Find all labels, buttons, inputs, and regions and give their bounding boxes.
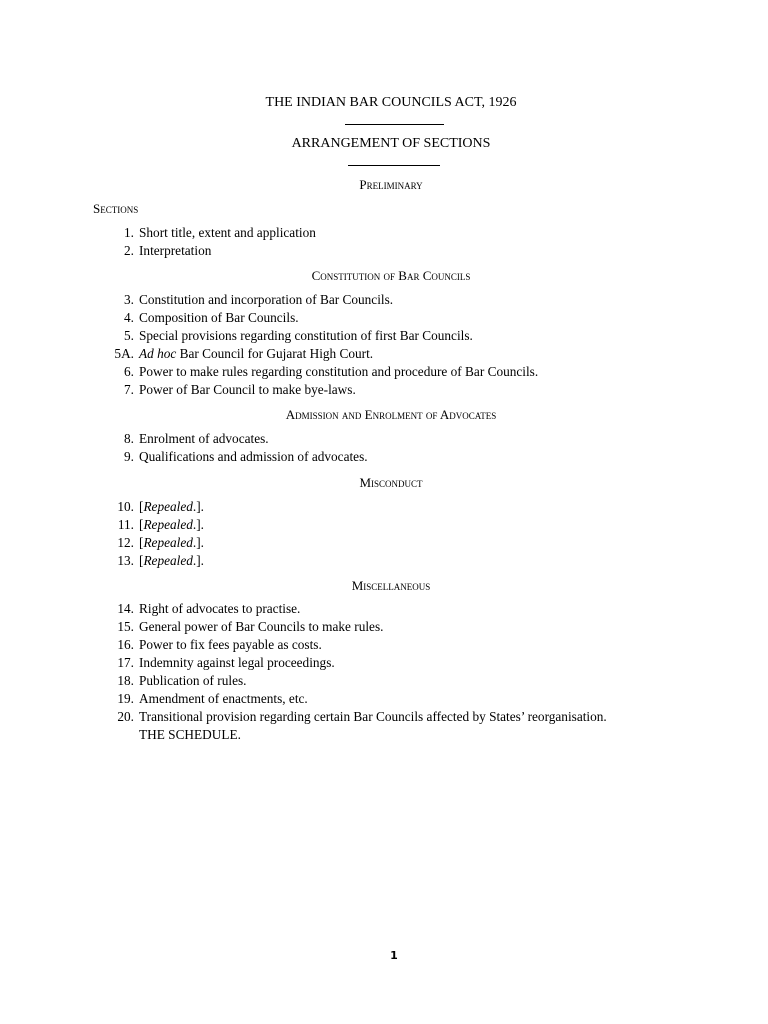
section-row (0, 708, 700, 726)
section-title: Right of advocates to practise. (139, 601, 301, 616)
section-title-rest: Bar Council for Gujarat High Court. (176, 346, 374, 361)
section-number: 6. (124, 364, 134, 379)
section-title: Power to make rules regarding constitution and procedure of Bar Councils. (139, 364, 539, 379)
bracket-close: .]. (192, 517, 204, 532)
section-number: 9. (124, 449, 134, 464)
section-row (0, 430, 700, 448)
bracket-open: [ (139, 499, 144, 514)
section-row (0, 600, 700, 618)
section-title (139, 552, 204, 570)
heading-misconduct: Misconduct (359, 475, 423, 490)
section-number: 5A. (114, 346, 134, 361)
section-title (139, 516, 204, 534)
section-number: 16. (117, 637, 134, 652)
section-title: Power of Bar Council to make bye-laws. (139, 382, 356, 397)
sections-label: Sections (93, 201, 139, 216)
section-title: Qualifications and admission of advocates. (139, 449, 368, 464)
page-number: 1 (390, 949, 398, 962)
heading-constitution: Constitution of Bar Councils (311, 268, 471, 283)
bracket-close: .]. (192, 535, 204, 550)
section-row (0, 224, 700, 242)
repealed-label: Repealed (143, 553, 193, 568)
section-number: 17. (117, 655, 134, 670)
act-title: THE INDIAN BAR COUNCILS ACT, 1926 (265, 95, 517, 110)
section-title: Indemnity against legal proceedings. (139, 655, 335, 670)
section-number: 7. (124, 382, 134, 397)
section-number: 8. (124, 431, 134, 446)
section-row (0, 672, 700, 690)
section-number: 11. (117, 517, 134, 532)
section-row (0, 618, 700, 636)
section-number: 4. (124, 310, 134, 325)
section-title: Publication of rules. (139, 673, 247, 688)
heading-admission: Admission and Enrolment of Advocates (285, 407, 497, 422)
repealed-label: Repealed (143, 517, 193, 532)
arrangement-heading: ARRANGEMENT OF SECTIONS (291, 136, 491, 151)
section-row (0, 534, 700, 552)
section-title: Enrolment of advocates. (139, 431, 269, 446)
section-title: Power to fix fees payable as costs. (139, 637, 322, 652)
section-title: Special provisions regarding constitution of first Bar Councils. (139, 328, 473, 343)
section-row (0, 636, 700, 654)
section-number: 5. (124, 328, 134, 343)
section-row (0, 690, 700, 708)
section-title: Composition of Bar Councils. (139, 310, 299, 325)
section-title (139, 345, 373, 363)
section-title: Short title, extent and application (139, 225, 316, 240)
section-title: Constitution and incorporation of Bar Councils. (139, 292, 394, 307)
repealed-label: Repealed (143, 535, 193, 550)
section-row (0, 309, 700, 327)
heading-preliminary: Preliminary (359, 177, 423, 192)
section-number: 10. (117, 499, 134, 514)
section-row (0, 291, 700, 309)
section-title: Interpretation (139, 243, 212, 258)
section-row (0, 498, 700, 516)
section-number: 1. (124, 225, 134, 240)
section-row (0, 448, 700, 466)
section-row (0, 381, 700, 399)
section-title-italic: Ad hoc (139, 346, 177, 361)
section-title: Transitional provision regarding certain Bar Councils affected by States’ reorganisation. (139, 709, 607, 724)
section-row (0, 345, 700, 363)
section-number: 20. (117, 709, 134, 724)
section-row (0, 242, 700, 260)
bracket-close: .]. (192, 499, 204, 514)
section-number: 14. (117, 601, 134, 616)
section-title: General power of Bar Councils to make rules. (139, 619, 384, 634)
section-number: 19. (117, 691, 134, 706)
section-number: 15. (117, 619, 134, 634)
section-number: 3. (124, 292, 134, 307)
section-title (139, 498, 204, 516)
section-title: Amendment of enactments, etc. (139, 691, 308, 706)
bracket-close: .]. (192, 553, 204, 568)
repealed-label: Repealed (143, 499, 193, 514)
section-row (0, 654, 700, 672)
section-number: 18. (117, 673, 134, 688)
section-row (0, 327, 700, 345)
section-title (139, 534, 204, 552)
section-row (0, 363, 700, 381)
subtitle-rule (348, 165, 440, 166)
section-number: 12. (117, 535, 134, 550)
section-number: 13. (117, 553, 134, 568)
schedule-entry: THE SCHEDULE. (139, 727, 241, 742)
bracket-open: [ (139, 535, 144, 550)
section-row (0, 516, 700, 534)
bracket-open: [ (139, 553, 144, 568)
heading-miscellaneous: Miscellaneous (351, 578, 431, 593)
section-row (0, 552, 700, 570)
section-number: 2. (124, 243, 134, 258)
bracket-open: [ (139, 517, 144, 532)
title-rule (345, 124, 444, 125)
